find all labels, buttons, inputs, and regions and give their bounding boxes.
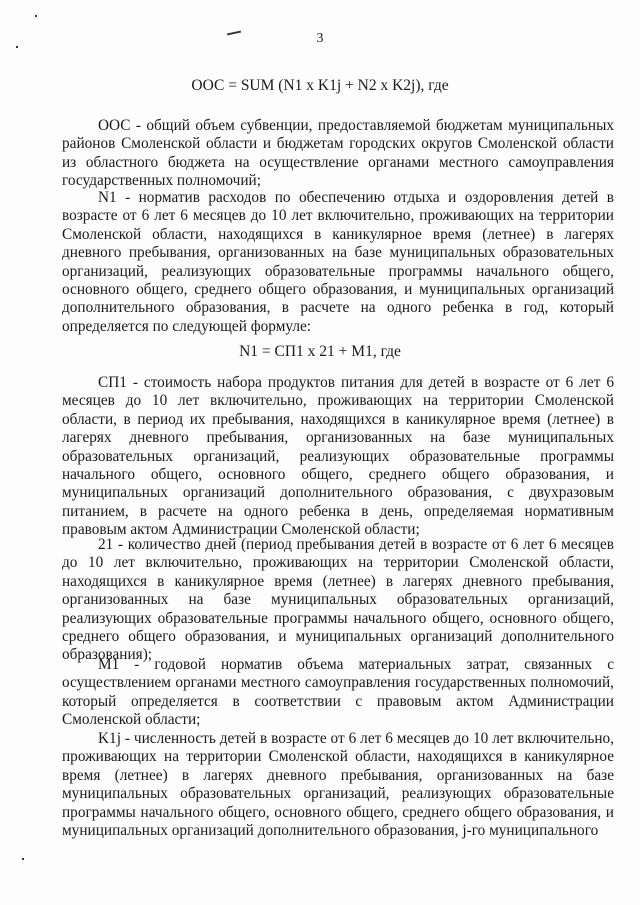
paragraph-sp1-definition: СП1 - стоимость набора продуктов питания для детей в возрасте от 6 лет 6 месяцев до 10 лет включительно, проживающих на территории Смоленской области, в период их пребывания, находящихся в каникулярное время (летнее) в лагерях дневного пребывания, организованных на базе муниципальных образовательных организаций, реализующих образовательные программы начального общего, основного общего, среднего общего образования, и муниципальных организаций дополнительного образования, с двухразовым питанием, в расчете на одного ребенка в день, определяемая нормативным правовым актом Администрации Смоленской области;: [62, 374, 614, 539]
scan-speck: [22, 858, 24, 860]
scan-speck: [35, 15, 37, 17]
formula-ooc: ООС = SUM (N1 x K1j + N2 x K2j), где: [191, 77, 449, 94]
paragraph-m1-definition: М1 - годовой норматив объема материальных затрат, связанных с осуществлением органами местного самоуправления государственных полномочий, который определяется в соответствии с правовым актом Администрации Смоленской области;: [62, 656, 614, 729]
paragraph-n1-definition: N1 - норматив расходов по обеспечению отдыха и оздоровления детей в возрасте от 6 лет 6 месяцев до 10 лет включительно, проживающих на территории Смоленской области, находящихся в каникулярное время (летнее) в лагерях дневного пребывания, организованных на базе муниципальных образовательных организаций, реализующих образовательные программы начального общего, основного общего, среднего общего образования, и муниципальных организаций дополнительного образования, в расчете на одного ребенка в год, который определяется по следующей формуле:: [62, 189, 614, 335]
paragraph-ooc-definition: ООС - общий объем субвенции, предоставляемой бюджетам муниципальных районов Смоленской области и бюджетам городских округов Смоленской области из областного бюджета на осуществление органами местного самоуправления государственных полномочий;: [62, 117, 614, 190]
paragraph-k1j-definition: K1j - численность детей в возрасте от 6 лет 6 месяцев до 10 лет включительно, проживающих на территории Смоленской области, находящихся в каникулярное время (летнее) в лагерях дневного пребывания, организованных на базе муниципальных образовательных организаций, реализующих образовательные программы начального общего, основного общего, среднего общего образования, и муниципальных организаций дополнительного образования, j-го муниципального: [62, 730, 614, 840]
page-number: 3: [316, 31, 324, 46]
paragraph-days-definition: 21 - количество дней (период пребывания детей в возрасте от 6 лет 6 месяцев до 10 лет включительно, проживающих на территории Смоленской области, находящихся в каникулярное время (летнее) в лагерях дневного пребывания, организованных на базе муниципальных образовательных организаций, реализующих образовательные программы начального общего, основного общего, среднего общего образования, и муниципальных организаций дополнительного образования);: [62, 536, 614, 664]
formula-n1: N1 = СП1 x 21 + М1, где: [239, 343, 401, 360]
